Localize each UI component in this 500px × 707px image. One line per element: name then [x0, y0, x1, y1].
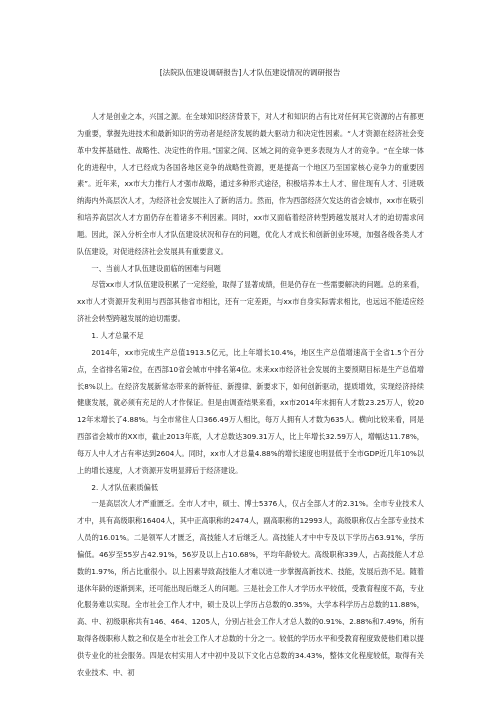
talent-total-paragraph: 2014年，xx市完成生产总值1913.5亿元，比上年增长10.4%，地区生产总值增速高于全省1.5个百分点，全省排名第2位，在西部10省会城市中排名第4位。未来xx市经济社会发展的主要预期目标是生产总值增长8%以上。在经济发展新常态带来的新特征、新搜律、新要求下，如何创新驱动，提质增效，实现经济持续健康发展，就必须有充足的人才作保证。但是由调查结果来看，xx市2014年末拥有人才数23.25万人，较2012年末增长了4.88%。与全市常住人口366.49万人相比，每万人拥有人才数为635人。横向比较来看，同是西部省会城市的XX市，截止2013年底，人才总数达309.31万人，比上年增长32.59万人，增幅达11.78%，每万人中人才占有率达到2604人。同时，xx市人才总量4.88%的增长速度也明显低于全市GDP近几年10%以上的增长速度，人才资源开发明显滞后于经济建设。 [77, 347, 424, 475]
document-body [77, 109, 424, 682]
section-intro-paragraph: 尽管xx市人才队伍建设积累了一定经验，取得了显著成绩，但是仍存在一些需要解决的问题。总的来看，xx市人才资源开发利用与西部其他省市相比，还有一定差距，与xx市自身实际需求相比，也远远不能适应经济社会转型跨越发展的迫切需要。 [77, 280, 424, 324]
subheading-talent-total: 1. 人才总量不足 [91, 330, 144, 340]
section-heading: 一、当前人才队伍建设面临的困难与问题 [91, 263, 221, 273]
document-title: [法院队伍建设调研报告]人才队伍建设情况的调研报告 [159, 68, 341, 77]
subheading-talent-quality: 2. 人才队伍素质偏低 [91, 482, 159, 492]
intro-paragraph: 人才是创业之本，兴国之源。在全球知识经济背景下，对人才和知识的占有比对任何其它资源的占有都更为重要，掌握先进技术和最新知识的劳动者是经济发展的最大驱动力和决定性因素。“人才资源在经济社会变革中发挥基础性、战略性、决定性的作用。”国家之间、区域之间的竞争更多表现为人才的竞争。“在全球一体化的进程中，人才已经成为各国各地区竞争的战略性资源，更是提高一个地区乃至国家核心竞争力的重要因素”。近年来，xx市大力推行人才强市战略，通过多种形式途径，积极培养本土人才、留住现有人才、引进吸纳海内外高层次人才，为经济社会发展注入了新的活力。然而，作为西部经济欠发达的省会城市，xx市在吸引和培养高层次人才方面仍存在着诸多不利因素。同时，xx市又面临着经济转型跨越发展对人才的迫切需求问题。因此，深入分析全市人才队伍建设状况和存在的问题，优化人才成长和创新创业环境，加强各级各类人才队伍建设，对促进经济社会发展具有重要意义。 [77, 112, 424, 256]
talent-quality-paragraph: 一是高层次人才严重匮乏。全市人才中，硕士、博士5376人，仅占全部人才的2.31%。全市专业技术人才中，具有高级职称16404人，其中正高职称的2474人，副高职称的12993人，高级职称仅占全部专业技术人员的16.01%。二是领军人才匮乏，高技能人才后继乏人。高技能人才中中专及以下学历占63.91%，学历偏低。46岁至55岁占42.91%，56岁及以上占10.68%，平均年龄较大。高级职称339人，占高技能人才总数的1.97%，所占比重很小。以上因素导致高技能人才难以进一步掌握高新技术、技能，发展后劲不足。随着退休年龄的逐渐到来，还可能出现后继乏人的问题。三是社会工作人才学历水平较低，受教育程度不高，专业化服务难以实现。全市社会工作人才中，硕士及以上学历占总数的0.35%，大学本科学历占总数的11.88%，高、中、初级职称共有146、464、1205人，分别占社会工作人才总人数的0.91%、2.88%和7.49%，所有取得各级职称人数之和仅是全市社会工作人才总数的十分之一。较低的学历水平和受教育程度致使他们难以提供专业化的社会服务。四是农村实用人才中初中及以下文化占总数的34.43%，整体文化程度较低，取得有关农业技术、中、初 [77, 499, 424, 677]
